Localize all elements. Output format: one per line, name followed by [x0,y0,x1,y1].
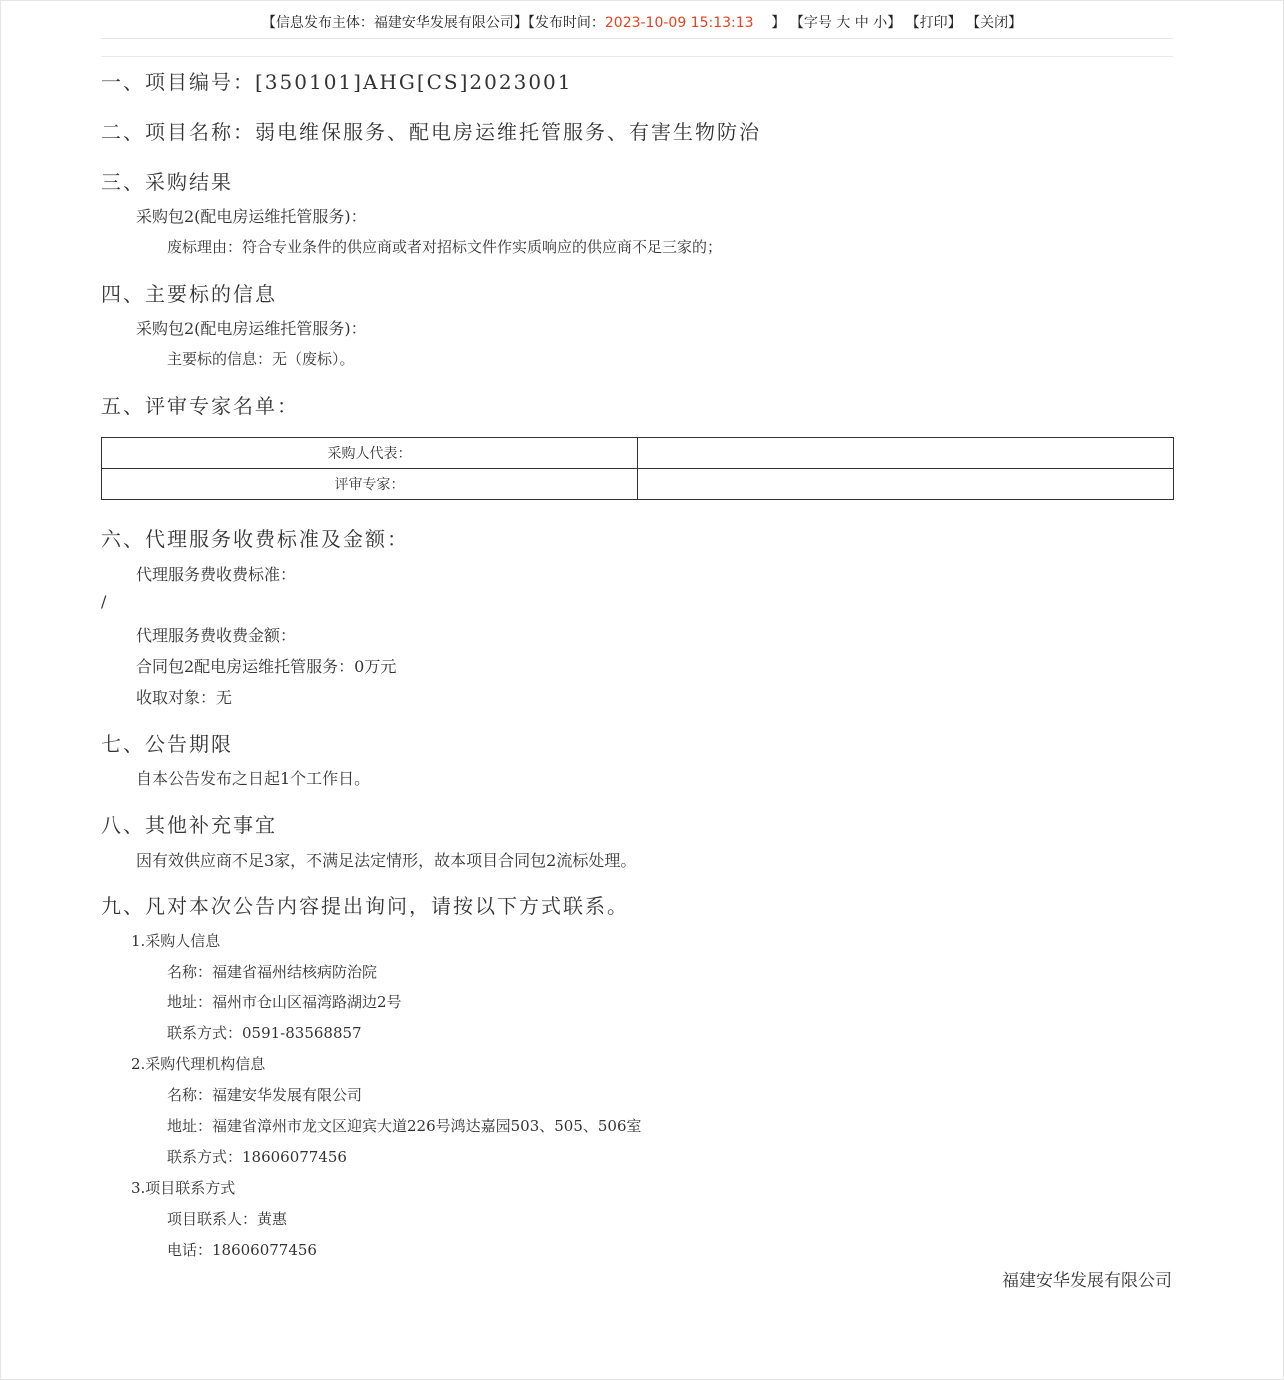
section-procurement-result: 三、采购结果 [101,170,233,194]
footer-organization: 福建安华发展有限公司 [1002,1271,1172,1291]
announcement-header [0,12,1284,34]
subject-package: 采购包2(配电房运维托管服务)： [136,319,367,338]
purchaser-contact: 联系方式：0591-83568857 [167,1024,362,1042]
font-small-link[interactable]: 小 [873,15,888,31]
print-link[interactable]: 【打印】 [905,15,962,31]
project-contact-person: 项目联系人：黄惠 [167,1210,288,1228]
notice-period-text: 自本公告发布之日起1个工作日。 [136,769,371,788]
section-project-number: 一、项目编号：[350101]AHG[CS]2023001 [101,70,573,94]
purchaser-name: 名称：福建省福州结核病防治院 [167,963,378,981]
section-project-name: 二、项目名称：弱电维保服务、配电房运维托管服务、有害生物防治 [101,120,761,144]
header-divider [101,38,1173,39]
publish-time-value: 2023-10-09 15:13:13 [604,15,754,31]
subject-info: 主要标的信息：无（废标）。 [167,350,355,368]
review-expert-value [638,469,1174,500]
fee-amount-label: 代理服务费收费金额： [136,626,297,645]
agency-address: 地址：福建省漳州市龙文区迎宾大道226号鸿达嘉园503、505、506室 [167,1117,642,1135]
review-expert-label: 评审专家： [102,469,638,500]
fee-standard-label: 代理服务费收费标准： [136,565,297,584]
font-medium-link[interactable]: 中 [854,15,869,31]
section-agency-fee: 六、代理服务收费标准及金额： [101,527,409,551]
font-size-suffix: 】 [887,15,902,31]
other-matters-text: 因有效供应商不足3家，不满足法定情形，故本项目合同包2流标处理。 [136,851,637,870]
fee-amount-value: 合同包2配电房运维托管服务：0万元 [136,657,397,676]
purchaser-address: 地址：福州市仓山区福湾路湖边2号 [167,993,402,1011]
content-divider [101,56,1173,57]
purchaser-rep-value [638,438,1174,469]
section-notice-period: 七、公告期限 [101,732,233,756]
purchaser-rep-label: 采购人代表： [102,438,638,469]
agency-info-title: 2.采购代理机构信息 [131,1055,266,1073]
purchaser-info-title: 1.采购人信息 [131,932,221,950]
result-package: 采购包2(配电房运维托管服务)： [136,207,367,226]
project-contact-phone: 电话：18606077456 [167,1241,317,1259]
table-row [102,469,1174,500]
publish-time-prefix: 【发布时间： [527,15,605,31]
expert-table [101,437,1174,500]
publisher-info: 【信息发布主体：福建安华发展有限公司】 [261,15,528,31]
section-contact: 九、凡对本次公告内容提出询问，请按以下方式联系。 [101,894,629,918]
fee-standard-value: / [101,592,107,611]
section-expert-list: 五、评审专家名单： [101,394,299,418]
font-size-prefix: 【字号 [789,15,837,31]
agency-name: 名称：福建安华发展有限公司 [167,1086,363,1104]
fee-target: 收取对象：无 [136,688,233,707]
project-contact-title: 3.项目联系方式 [131,1179,236,1197]
section-main-subject: 四、主要标的信息 [101,282,277,306]
section-other-matters: 八、其他补充事宜 [101,813,277,837]
font-large-link[interactable]: 大 [836,15,851,31]
close-link[interactable]: 【关闭】 [966,15,1023,31]
agency-contact: 联系方式：18606077456 [167,1148,347,1166]
result-rejection-reason: 废标理由：符合专业条件的供应商或者对招标文件作实质响应的供应商不足三家的； [167,238,723,256]
table-row [102,438,1174,469]
publish-time-suffix: 】 [771,15,786,31]
